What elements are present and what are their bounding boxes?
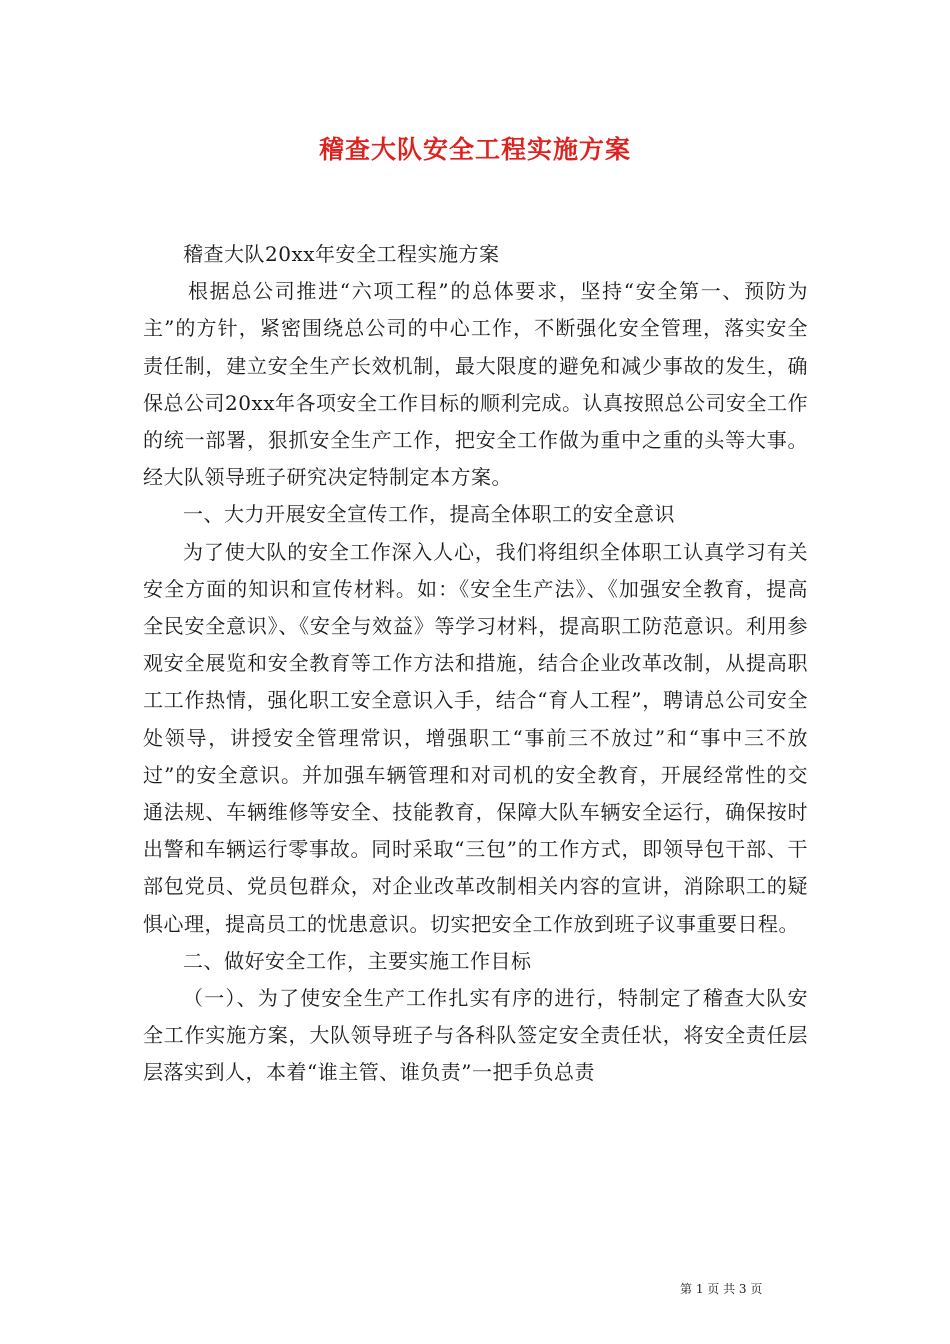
paragraph-intro: 根据总公司推进“六项工程”的总体要求，坚持“安全第一、预防为主”的方针，紧密围绕总公司的中心工作，不断强化安全管理，落实安全责任制，建立安全生产长效机制，最大限度的避免和减少事故的发生，确保总公司20xx年各项安全工作目标的顺利完成。认真按照总公司安全工作的统一部署，狠抓安全生产工作，把安全工作做为重中之重的头等大事。经大队领导班子研究决定特制定本方案。 xyxy=(143,279,809,490)
page-number: 第 1 页 共 3 页 xyxy=(680,1282,763,1296)
paragraph-section-1: 为了使大队的安全工作深入人心，我们将组织全体职工认真学习有关安全方面的知识和宣传材料。如：《安全生产法》、《加强安全教育，提高全民安全意识》、《安全与效益》等学习材料，提高职工防范意识。利用参观安全展览和安全教育等工作方法和措施，结合企业改革改制，从提高职工工作热情，强化职工安全意识入手，结合“育人工程”，聘请总公司安全处领导，讲授安全管理常识，增强职工“事前三不放过”和“事中三不放过”的安全意识。并加强车辆管理和对司机的安全教育，开展经常性的交通法规、车辆维修等安全、技能教育，保障大队车辆安全运行，确保按时出警和车辆运行零事故。同时采取“三包”的工作方式，即领导包干部、干部包党员、党员包群众，对企业改革改制相关内容的宣讲，消除职工的疑惧心理，提高员工的忧患意识。切实把安全工作放到班子议事重要日程。 xyxy=(143,539,808,936)
section-heading-1: 一、大力开展安全宣传工作，提高全体职工的安全意识 xyxy=(183,502,675,527)
section-heading-2: 二、做好安全工作，主要实施工作目标 xyxy=(183,948,532,973)
document-body xyxy=(143,236,808,1092)
paragraph-subtitle: 稽查大队20xx年安全工程实施方案 xyxy=(183,242,500,266)
document-title: 稽查大队安全工程实施方案 xyxy=(318,135,631,164)
paragraph-section-2: （一）、为了使安全生产工作扎实有序的进行，特制定了稽查大队安全工作实施方案，大队领导班子与各科队签定安全责任状，将安全责任层层落实到人，本着“谁主管、谁负责”一把手负总责 xyxy=(143,986,808,1085)
